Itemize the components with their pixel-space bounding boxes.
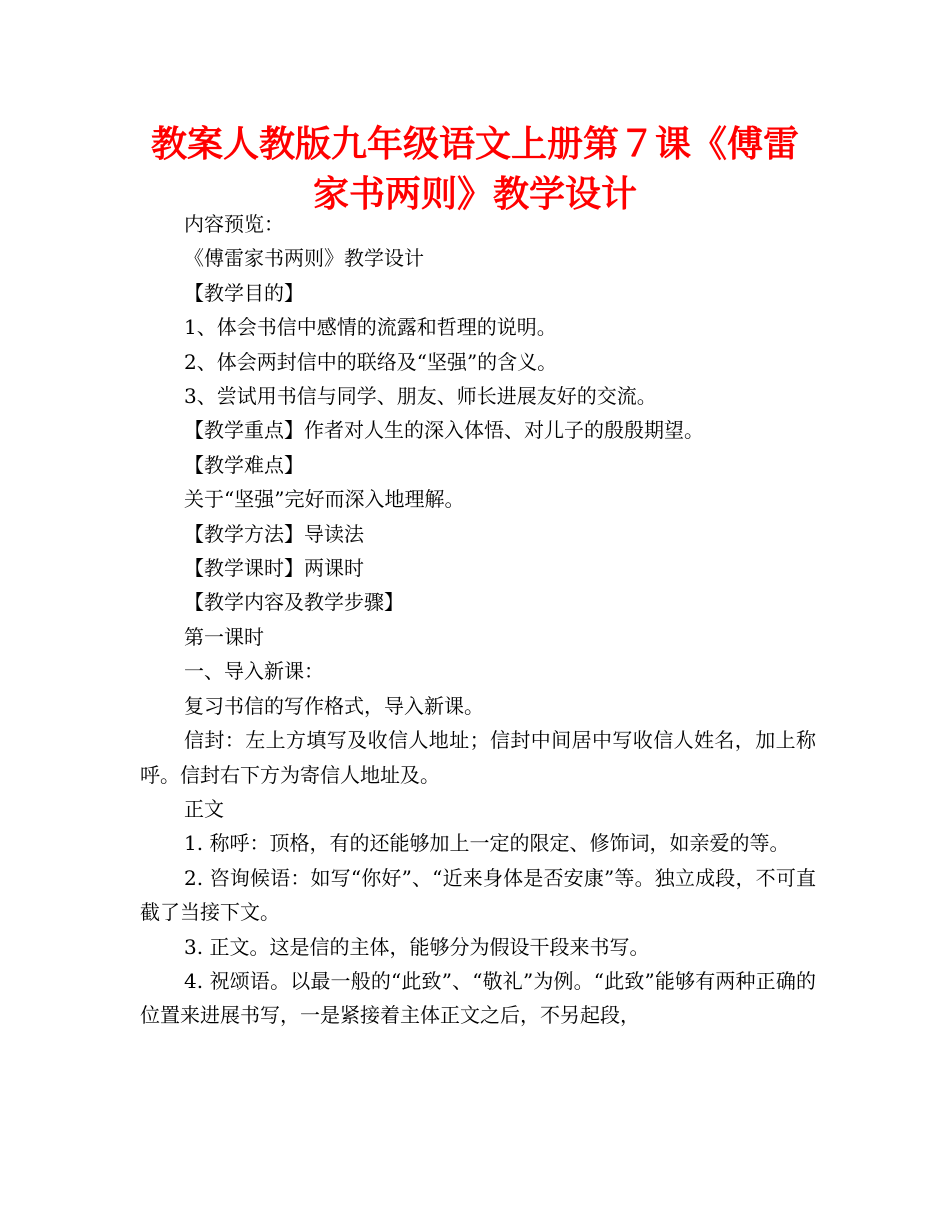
document-body	[140, 207, 816, 1033]
paragraph: 【教学重点】作者对人生的深入体悟、对儿子的殷殷期望。	[184, 418, 704, 443]
section-heading: 【教学难点】	[184, 452, 304, 477]
paragraph: 【教学方法】导读法	[184, 521, 364, 546]
section-heading: 【教学目的】	[184, 280, 304, 305]
list-item: 4. 祝颂语。以最一般的“此致”、“敬礼”为例。“此致”能够有两种正确的位置来进展书写，一是紧接着主体正文之后，不另起段，	[140, 968, 816, 1028]
list-item: 1. 称呼：顶格，有的还能够加上一定的限定、修饰词，如亲爱的等。	[184, 831, 790, 856]
list-item: 2. 咨询候语：如写“你好”、“近来身体是否安康”等。独立成段，不可直截了当接下文。	[140, 865, 816, 925]
paragraph: 关于“坚强”完好而深入地理解。	[184, 487, 465, 512]
list-item: 2、体会两封信中的联络及“坚强”的含义。	[184, 349, 558, 374]
section-heading: 【教学内容及教学步骤】	[184, 590, 404, 615]
list-item: 3. 正文。这是信的主体，能够分为假设干段来书写。	[184, 934, 650, 959]
paragraph: 内容预览：	[184, 212, 284, 236]
paragraph: 一、导入新课：	[184, 659, 324, 684]
paragraph: 【教学课时】两课时	[184, 556, 364, 581]
paragraph: 信封：左上方填写及收信人地址；信封中间居中写收信人姓名，加上称呼。信封右下方为寄信人地址及。	[140, 728, 816, 787]
list-item: 3、尝试用书信与同学、朋友、师长进展友好的交流。	[184, 384, 657, 409]
document-title: 教案人教版九年级语文上册第７课《傅雷家书两则》教学设计	[150, 124, 799, 215]
paragraph: 第一课时	[184, 624, 264, 649]
paragraph: 正文	[184, 796, 224, 821]
paragraph: 复习书信的写作格式，导入新课。	[184, 693, 484, 718]
paragraph: 《傅雷家书两则》教学设计	[184, 246, 424, 271]
list-item: 1、体会书信中感情的流露和哲理的说明。	[184, 315, 557, 340]
